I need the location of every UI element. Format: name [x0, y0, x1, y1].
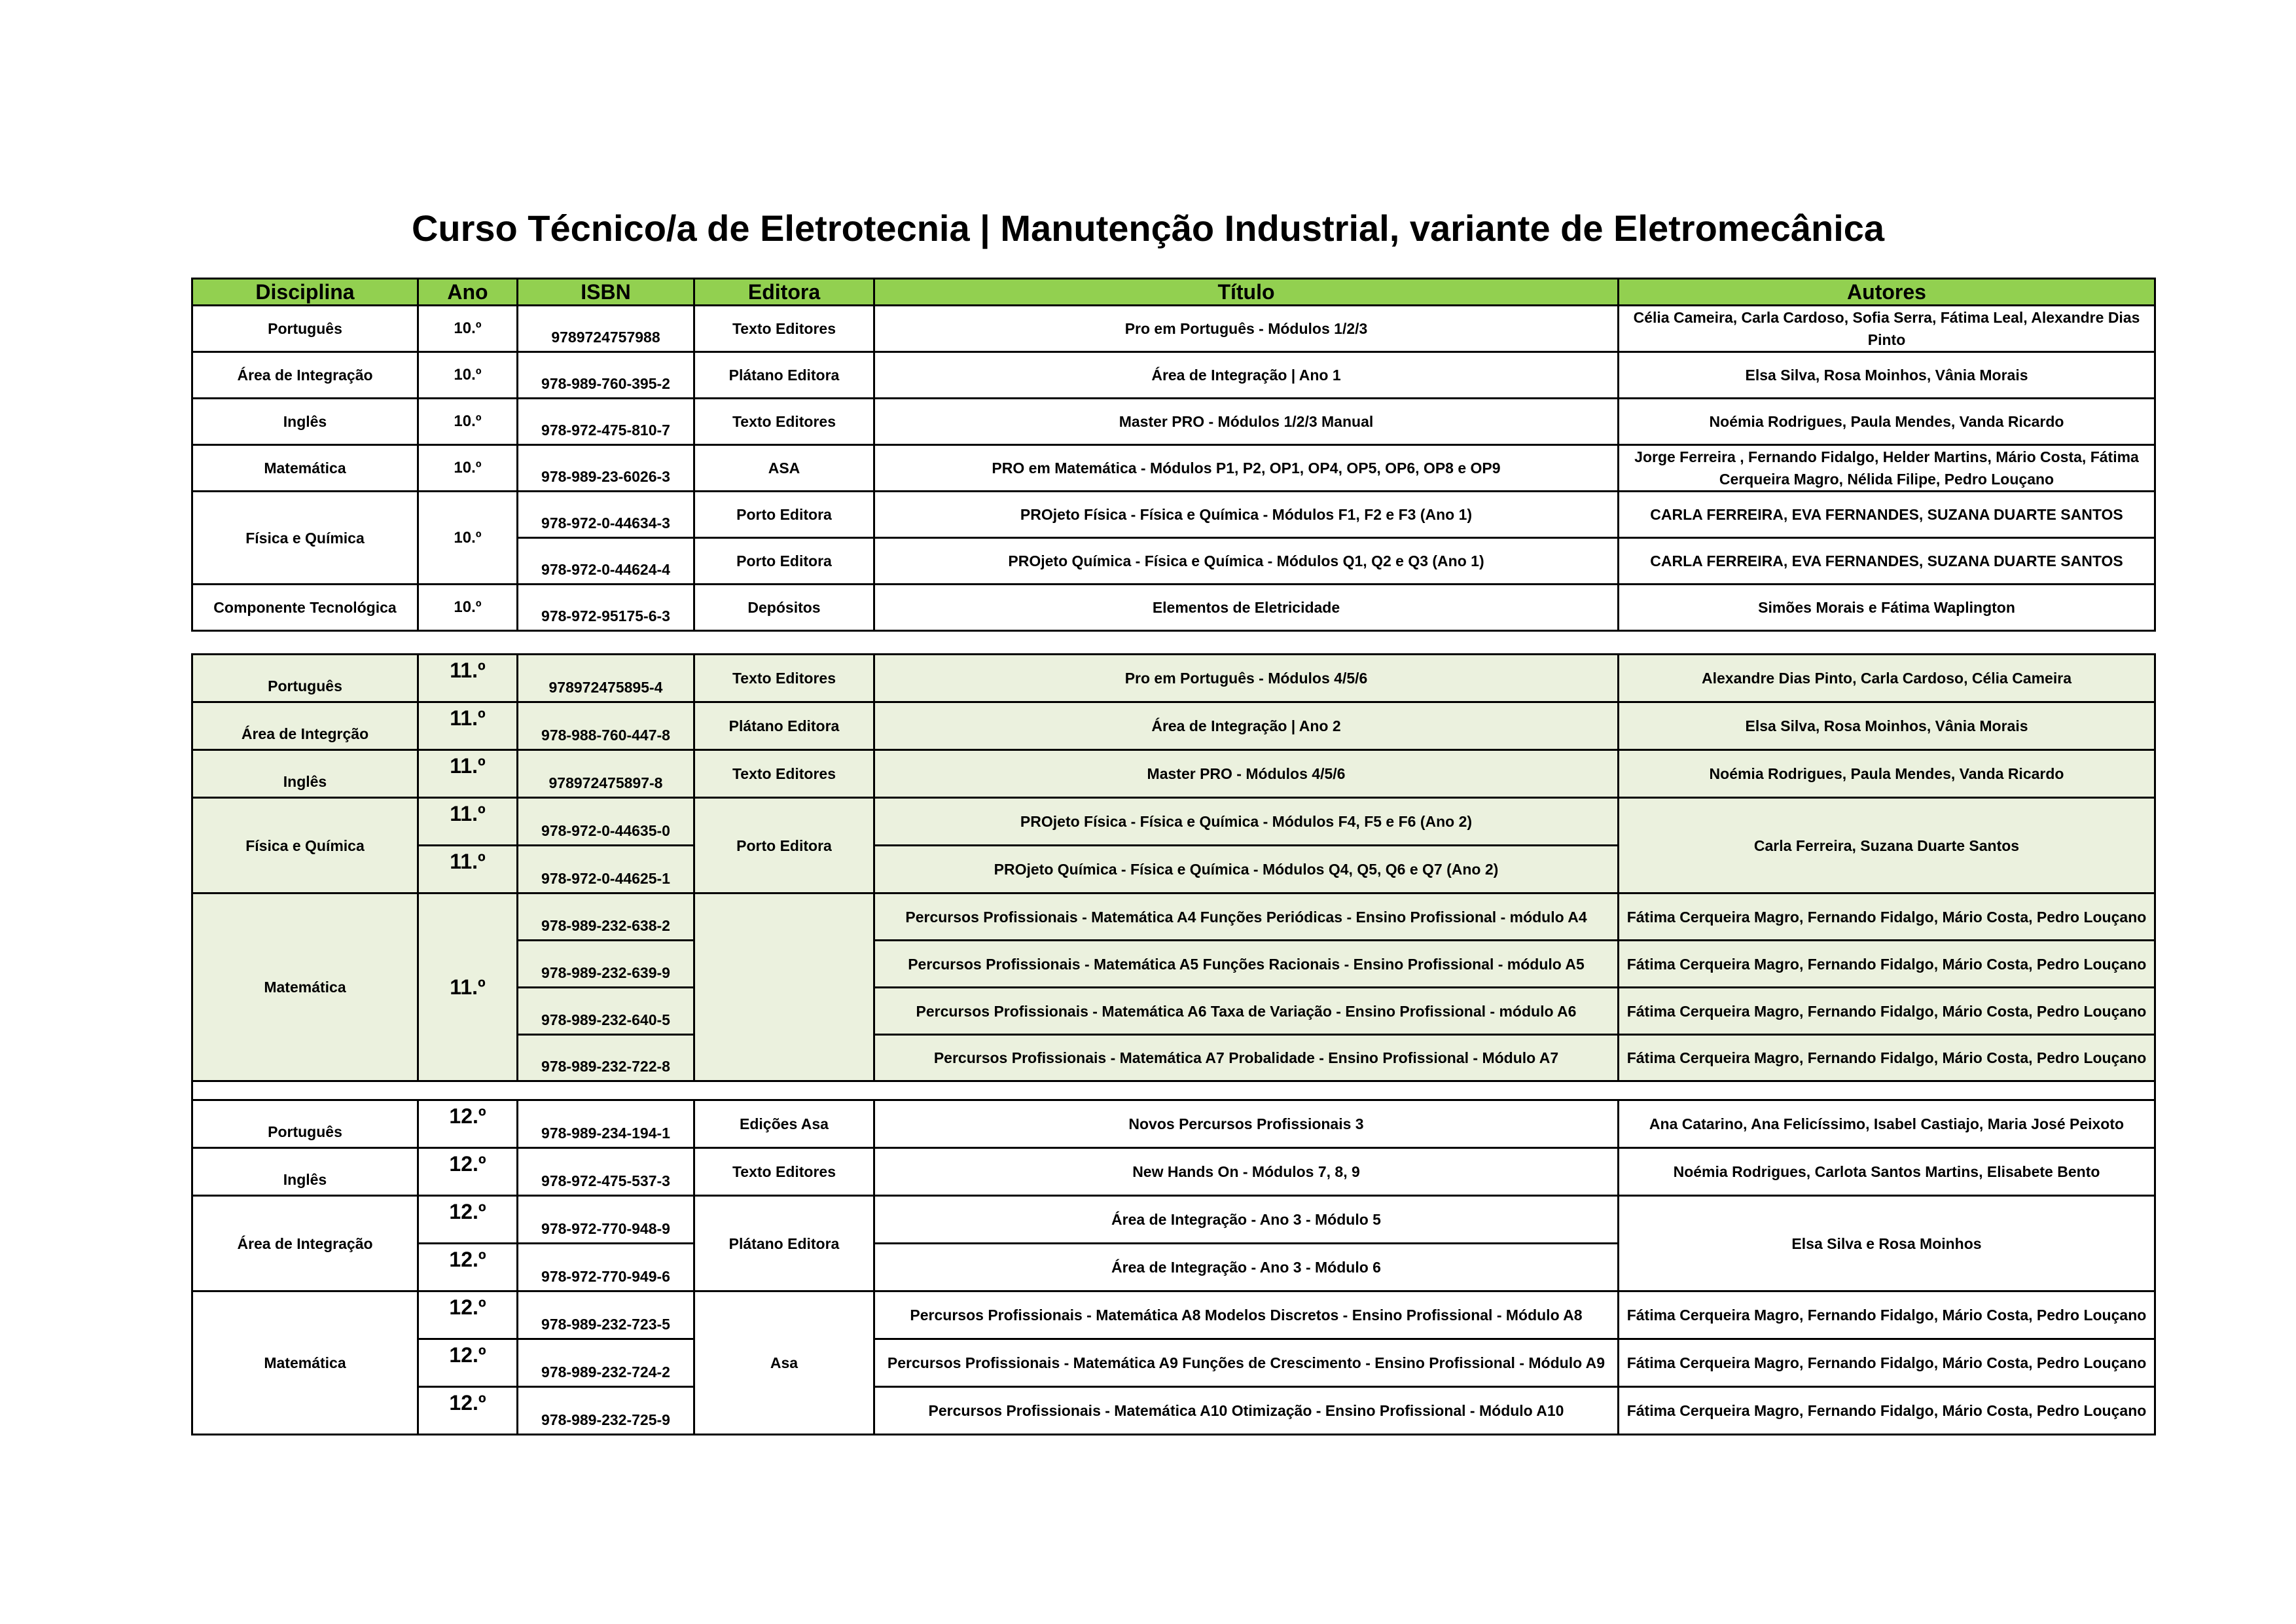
ano-cell: 12.º	[418, 1339, 518, 1387]
ano-cell: 12.º	[418, 1148, 518, 1196]
col-header-autores: Autores	[1619, 279, 2155, 306]
autores-cell: Célia Cameira, Carla Cardoso, Sofia Serra, Fátima Leal, Alexandre Dias Pinto	[1619, 306, 2155, 352]
autores-cell: Fátima Cerqueira Magro, Fernando Fidalgo, Mário Costa, Pedro Louçano	[1619, 1035, 2155, 1081]
table-row	[192, 655, 2155, 702]
disciplina-cell: Inglês	[192, 1148, 418, 1196]
editora-cell: Plátano Editora	[694, 352, 874, 399]
titulo-cell: Percursos Profissionais - Matemática A6 Taxa de Variação - Ensino Profissional - módulo A6	[874, 988, 1619, 1035]
ano-cell: 11.º	[418, 750, 518, 798]
autores-cell: Elsa Silva, Rosa Moinhos, Vânia Morais	[1619, 352, 2155, 399]
table-row	[192, 445, 2155, 492]
titulo-cell: New Hands On - Módulos 7, 8, 9	[874, 1148, 1619, 1196]
titulo-cell: PROjeto Física - Física e Química - Módulos F4, F5 e F6 (Ano 2)	[874, 798, 1619, 846]
titulo-cell: Novos Percursos Profissionais 3	[874, 1100, 1619, 1148]
editora-cell: Porto Editora	[694, 492, 874, 538]
table-row	[192, 1148, 2155, 1196]
isbn-cell: 978-989-232-725-9	[518, 1387, 694, 1435]
isbn-cell: 978-972-0-44635-0	[518, 798, 694, 846]
table-row	[192, 1387, 2155, 1435]
editora-cell: Texto Editores	[694, 750, 874, 798]
disciplina-cell: Física e Química	[192, 798, 418, 893]
autores-cell: Carla Ferreira, Suzana Duarte Santos	[1619, 798, 2155, 893]
ano-cell: 12.º	[418, 1291, 518, 1339]
titulo-cell: Área de Integração - Ano 3 - Módulo 5	[874, 1196, 1619, 1244]
titulo-cell: Pro em Português - Módulos 1/2/3	[874, 306, 1619, 352]
autores-cell: Simões Morais e Fátima Waplington	[1619, 585, 2155, 631]
titulo-cell: PRO em Matemática - Módulos P1, P2, OP1, OP4, OP5, OP6, OP8 e OP9	[874, 445, 1619, 492]
titulo-cell: Área de Integração | Ano 2	[874, 702, 1619, 750]
isbn-cell: 978-989-23-6026-3	[518, 445, 694, 492]
isbn-cell: 978-972-0-44625-1	[518, 846, 694, 893]
autores-cell: CARLA FERREIRA, EVA FERNANDES, SUZANA DUARTE SANTOS	[1619, 538, 2155, 585]
isbn-cell: 978972475895-4	[518, 655, 694, 702]
titulo-cell: Master PRO - Módulos 1/2/3 Manual	[874, 399, 1619, 445]
table-row	[192, 1196, 2155, 1244]
isbn-cell: 978-989-234-194-1	[518, 1100, 694, 1148]
table-row	[192, 1339, 2155, 1387]
col-header-disciplina: Disciplina	[192, 279, 418, 306]
ano-cell: 11.º	[418, 846, 518, 893]
ano-cell: 10.º	[418, 306, 518, 352]
isbn-cell: 978-972-475-810-7	[518, 399, 694, 445]
table-row	[192, 798, 2155, 846]
editora-cell: ASA	[694, 445, 874, 492]
isbn-cell: 978-989-232-639-9	[518, 941, 694, 988]
autores-cell: Fátima Cerqueira Magro, Fernando Fidalgo, Mário Costa, Pedro Louçano	[1619, 1291, 2155, 1339]
ano-cell: 12.º	[418, 1100, 518, 1148]
isbn-cell: 978-989-232-723-5	[518, 1291, 694, 1339]
page-title: Curso Técnico/a de Eletrotecnia | Manutenção Industrial, variante de Eletromecânica	[411, 208, 1885, 249]
section-separator	[192, 1081, 2155, 1100]
editora-cell: Porto Editora	[694, 798, 874, 893]
ano-cell: 11.º	[418, 893, 518, 1081]
ano-cell: 12.º	[418, 1387, 518, 1435]
autores-cell: Fátima Cerqueira Magro, Fernando Fidalgo, Mário Costa, Pedro Louçano	[1619, 988, 2155, 1035]
disciplina-cell: Matemática	[192, 445, 418, 492]
editora-cell: Edições Asa	[694, 1100, 874, 1148]
titulo-cell: Pro em Português - Módulos 4/5/6	[874, 655, 1619, 702]
col-header-titulo: Título	[874, 279, 1619, 306]
disciplina-cell: Área de Integração	[192, 1196, 418, 1291]
isbn-cell: 978-989-232-722-8	[518, 1035, 694, 1081]
disciplina-cell: Área de Integração	[192, 352, 418, 399]
ano-cell: 11.º	[418, 655, 518, 702]
table-row	[192, 492, 2155, 538]
books-table-10	[191, 278, 2156, 632]
editora-cell: Texto Editores	[694, 399, 874, 445]
isbn-cell: 978-989-232-640-5	[518, 988, 694, 1035]
col-header-isbn: ISBN	[518, 279, 694, 306]
disciplina-cell: Português	[192, 306, 418, 352]
ano-cell: 12.º	[418, 1244, 518, 1291]
titulo-cell: Percursos Profissionais - Matemática A5 Funções Racionais - Ensino Profissional - módulo A5	[874, 941, 1619, 988]
autores-cell: Fátima Cerqueira Magro, Fernando Fidalgo, Mário Costa, Pedro Louçano	[1619, 893, 2155, 941]
titulo-cell: Área de Integração | Ano 1	[874, 352, 1619, 399]
autores-cell: Jorge Ferreira , Fernando Fidalgo, Helder Martins, Mário Costa, Fátima Cerqueira Magro, Nélida Filipe, Pedro Louçano	[1619, 445, 2155, 492]
editora-cell	[694, 893, 874, 1081]
table-row	[192, 585, 2155, 631]
separator-cell	[192, 1081, 2155, 1100]
titulo-cell: PROjeto Física - Física e Química - Módulos F1, F2 e F3 (Ano 1)	[874, 492, 1619, 538]
editora-cell: Asa	[694, 1291, 874, 1435]
disciplina-cell: Inglês	[192, 399, 418, 445]
disciplina-cell: Matemática	[192, 1291, 418, 1435]
ano-cell: 10.º	[418, 352, 518, 399]
isbn-cell: 978-972-0-44634-3	[518, 492, 694, 538]
editora-cell: Plátano Editora	[694, 702, 874, 750]
table-row	[192, 1100, 2155, 1148]
col-header-ano: Ano	[418, 279, 518, 306]
table-row	[192, 352, 2155, 399]
autores-cell: Elsa Silva, Rosa Moinhos, Vânia Morais	[1619, 702, 2155, 750]
table-row	[192, 399, 2155, 445]
disciplina-cell: Matemática	[192, 893, 418, 1081]
titulo-cell: Percursos Profissionais - Matemática A10 Otimização - Ensino Profissional - Módulo A10	[874, 1387, 1619, 1435]
disciplina-cell: Português	[192, 1100, 418, 1148]
autores-cell: Fátima Cerqueira Magro, Fernando Fidalgo, Mário Costa, Pedro Louçano	[1619, 941, 2155, 988]
titulo-cell: Percursos Profissionais - Matemática A4 Funções Periódicas - Ensino Profissional - módulo A4	[874, 893, 1619, 941]
isbn-cell: 978972475897-8	[518, 750, 694, 798]
autores-cell: CARLA FERREIRA, EVA FERNANDES, SUZANA DUARTE SANTOS	[1619, 492, 2155, 538]
ano-cell: 11.º	[418, 798, 518, 846]
table-row	[192, 893, 2155, 941]
autores-cell: Alexandre Dias Pinto, Carla Cardoso, Célia Cameira	[1619, 655, 2155, 702]
titulo-cell: Percursos Profissionais - Matemática A9 Funções de Crescimento - Ensino Profissional - Módulo A9	[874, 1339, 1619, 1387]
isbn-cell: 9789724757988	[518, 306, 694, 352]
editora-cell: Porto Editora	[694, 538, 874, 585]
titulo-cell: Percursos Profissionais - Matemática A8 Modelos Discretos - Ensino Profissional - Módulo A8	[874, 1291, 1619, 1339]
autores-cell: Fátima Cerqueira Magro, Fernando Fidalgo, Mário Costa, Pedro Louçano	[1619, 1387, 2155, 1435]
isbn-cell: 978-988-760-447-8	[518, 702, 694, 750]
editora-cell: Texto Editores	[694, 1148, 874, 1196]
disciplina-cell: Português	[192, 655, 418, 702]
autores-cell: Noémia Rodrigues, Paula Mendes, Vanda Ricardo	[1619, 750, 2155, 798]
titulo-cell: Percursos Profissionais - Matemática A7 Probalidade - Ensino Profissional - Módulo A7	[874, 1035, 1619, 1081]
table-row	[192, 702, 2155, 750]
editora-cell: Depósitos	[694, 585, 874, 631]
disciplina-cell: Componente Tecnológica	[192, 585, 418, 631]
table-row	[192, 306, 2155, 352]
isbn-cell: 978-989-760-395-2	[518, 352, 694, 399]
titulo-cell: PROjeto Química - Física e Química - Módulos Q4, Q5, Q6 e Q7 (Ano 2)	[874, 846, 1619, 893]
isbn-cell: 978-989-232-638-2	[518, 893, 694, 941]
autores-cell: Noémia Rodrigues, Paula Mendes, Vanda Ricardo	[1619, 399, 2155, 445]
disciplina-cell: Física e Química	[192, 492, 418, 585]
editora-cell: Texto Editores	[694, 655, 874, 702]
titulo-cell: PROjeto Química - Física e Química - Módulos Q1, Q2 e Q3 (Ano 1)	[874, 538, 1619, 585]
titulo-cell: Master PRO - Módulos 4/5/6	[874, 750, 1619, 798]
ano-cell: 10.º	[418, 585, 518, 631]
col-header-editora: Editora	[694, 279, 874, 306]
isbn-cell: 978-972-0-44624-4	[518, 538, 694, 585]
table-row	[192, 1291, 2155, 1339]
isbn-cell: 978-972-770-949-6	[518, 1244, 694, 1291]
autores-cell: Elsa Silva e Rosa Moinhos	[1619, 1196, 2155, 1291]
books-table-11-12	[191, 653, 2156, 1435]
table-header-row	[192, 279, 2155, 306]
disciplina-cell: Área de Integrção	[192, 702, 418, 750]
ano-cell: 11.º	[418, 702, 518, 750]
autores-cell: Noémia Rodrigues, Carlota Santos Martins, Elisabete Bento	[1619, 1148, 2155, 1196]
ano-cell: 10.º	[418, 492, 518, 585]
table-row	[192, 750, 2155, 798]
isbn-cell: 978-972-475-537-3	[518, 1148, 694, 1196]
titulo-cell: Área de Integração - Ano 3 - Módulo 6	[874, 1244, 1619, 1291]
disciplina-cell: Inglês	[192, 750, 418, 798]
titulo-cell: Elementos de Eletricidade	[874, 585, 1619, 631]
autores-cell: Ana Catarino, Ana Felicíssimo, Isabel Castiajo, Maria José Peixoto	[1619, 1100, 2155, 1148]
ano-cell: 10.º	[418, 445, 518, 492]
editora-cell: Texto Editores	[694, 306, 874, 352]
isbn-cell: 978-989-232-724-2	[518, 1339, 694, 1387]
autores-cell: Fátima Cerqueira Magro, Fernando Fidalgo, Mário Costa, Pedro Louçano	[1619, 1339, 2155, 1387]
isbn-cell: 978-972-95175-6-3	[518, 585, 694, 631]
ano-cell: 10.º	[418, 399, 518, 445]
isbn-cell: 978-972-770-948-9	[518, 1196, 694, 1244]
editora-cell: Plátano Editora	[694, 1196, 874, 1291]
ano-cell: 12.º	[418, 1196, 518, 1244]
